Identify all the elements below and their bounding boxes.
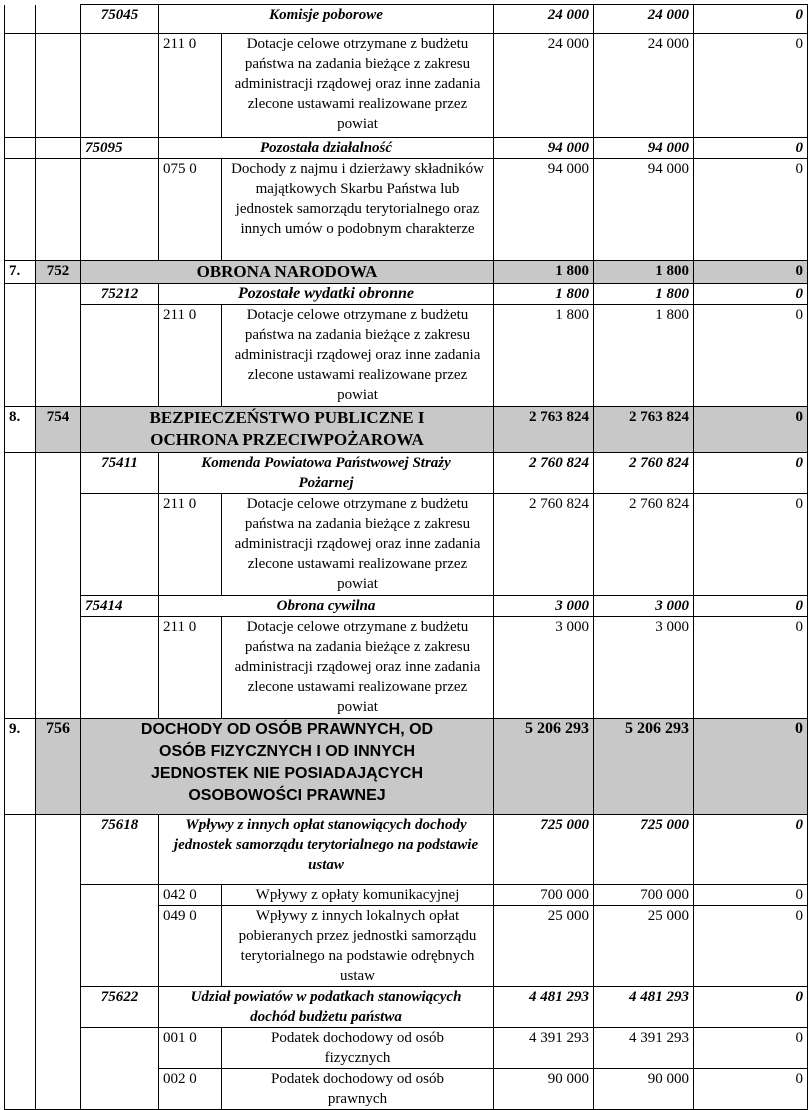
chapter-row (5, 815, 808, 885)
paragraph-description: Dotacje celowe otrzymane z budżetu państwa na zadania bieżące z zakresu administracji rządowej oraz inne zadania zlecone ustawami realizowane przez powiat (222, 34, 494, 138)
paragraph-description: Wpływy z innych lokalnych opłat pobieranych przez jednostki samorządu terytorialnego na podstawie odrębnych ustaw (222, 906, 494, 987)
paragraph-code: 049 0 (159, 906, 222, 987)
chapter-name: Komisje poborowe (159, 5, 494, 34)
execution-value: 5 206 293 (594, 719, 694, 815)
paragraph-code: 211 0 (159, 617, 222, 719)
plan-value: 725 000 (494, 815, 594, 885)
difference-value: 0 (694, 1069, 808, 1110)
section-title: BEZPIECZEŃSTWO PUBLICZNE I OCHRONA PRZECIWPOŻAROWA (81, 407, 494, 453)
execution-value: 4 481 293 (594, 987, 694, 1028)
paragraph-description: Podatek dochodowy od osób prawnych (222, 1069, 494, 1110)
dzial-cell (36, 494, 81, 596)
paragraph-row (5, 1028, 808, 1069)
execution-value: 24 000 (594, 34, 694, 138)
section-row (5, 719, 808, 815)
dzial-cell (36, 596, 81, 617)
chapter-code: 75045 (81, 5, 159, 34)
execution-value: 25 000 (594, 906, 694, 987)
section-title: OBRONA NARODOWA (81, 261, 494, 284)
paragraph-code: 042 0 (159, 885, 222, 906)
difference-value: 0 (694, 906, 808, 987)
chapter-code: 75212 (81, 284, 159, 305)
plan-value: 1 800 (494, 305, 594, 407)
chapter-cell (81, 305, 159, 407)
execution-value: 4 391 293 (594, 1028, 694, 1069)
dzial-cell (36, 987, 81, 1028)
paragraph-description: Dotacje celowe otrzymane z budżetu państwa na zadania bieżące z zakresu administracji rządowej oraz inne zadania zlecone ustawami realizowane przez powiat (222, 494, 494, 596)
execution-value: 2 763 824 (594, 407, 694, 453)
section-code: 754 (36, 407, 81, 453)
execution-value: 94 000 (594, 159, 694, 261)
difference-value: 0 (694, 5, 808, 34)
execution-value: 2 760 824 (594, 494, 694, 596)
plan-value: 700 000 (494, 885, 594, 906)
paragraph-description: Podatek dochodowy od osób fizycznych (222, 1028, 494, 1069)
lp-cell (5, 1069, 36, 1110)
plan-value: 4 481 293 (494, 987, 594, 1028)
chapter-row (5, 284, 808, 305)
execution-value: 2 760 824 (594, 453, 694, 494)
paragraph-code: 211 0 (159, 494, 222, 596)
paragraph-code: 001 0 (159, 1028, 222, 1069)
plan-value: 2 760 824 (494, 453, 594, 494)
dzial-cell (36, 34, 81, 138)
plan-value: 25 000 (494, 906, 594, 987)
dzial-cell (36, 1028, 81, 1069)
plan-value: 94 000 (494, 138, 594, 159)
difference-value: 0 (694, 34, 808, 138)
chapter-code: 75414 (81, 596, 159, 617)
paragraph-description: Wpływy z opłaty komunikacyjnej (222, 885, 494, 906)
lp-cell (5, 617, 36, 719)
paragraph-row (5, 159, 808, 261)
plan-value: 24 000 (494, 5, 594, 34)
lp-cell (5, 815, 36, 885)
lp-cell (5, 453, 36, 494)
plan-value: 2 760 824 (494, 494, 594, 596)
difference-value: 0 (694, 815, 808, 885)
dzial-cell (36, 138, 81, 159)
lp-cell (5, 159, 36, 261)
paragraph-description: Dochody z najmu i dzierżawy składników majątkowych Skarbu Państwa lub jednostek samorządu terytorialnego oraz innych umów o podobnym charakterze (222, 159, 494, 261)
paragraph-code: 075 0 (159, 159, 222, 261)
section-code: 756 (36, 719, 81, 815)
chapter-cell (81, 494, 159, 596)
lp-cell (5, 5, 36, 34)
execution-value: 3 000 (594, 617, 694, 719)
chapter-name: Wpływy z innych opłat stanowiących dochody jednostek samorządu terytorialnego na podstawie ustaw (159, 815, 494, 885)
difference-value: 0 (694, 885, 808, 906)
section-number: 8. (5, 407, 36, 453)
paragraph-row (5, 1069, 808, 1110)
chapter-cell (81, 906, 159, 987)
plan-value: 5 206 293 (494, 719, 594, 815)
section-row (5, 261, 808, 284)
execution-value: 1 800 (594, 284, 694, 305)
execution-value: 1 800 (594, 305, 694, 407)
dzial-cell (36, 453, 81, 494)
difference-value: 0 (694, 987, 808, 1028)
chapter-name: Udział powiatów w podatkach stanowiących dochód budżetu państwa (159, 987, 494, 1028)
chapter-name: Pozostała działalność (159, 138, 494, 159)
paragraph-description: Dotacje celowe otrzymane z budżetu państwa na zadania bieżące z zakresu administracji rządowej oraz inne zadania zlecone ustawami realizowane przez powiat (222, 305, 494, 407)
execution-value: 90 000 (594, 1069, 694, 1110)
dzial-cell (36, 815, 81, 885)
plan-value: 94 000 (494, 159, 594, 261)
dzial-cell (36, 305, 81, 407)
lp-cell (5, 906, 36, 987)
plan-value: 1 800 (494, 284, 594, 305)
dzial-cell (36, 617, 81, 719)
dzial-cell (36, 885, 81, 906)
plan-value: 3 000 (494, 617, 594, 719)
chapter-code: 75411 (81, 453, 159, 494)
paragraph-row (5, 617, 808, 719)
chapter-row (5, 5, 808, 34)
dzial-cell (36, 284, 81, 305)
paragraph-description: Dotacje celowe otrzymane z budżetu państwa na zadania bieżące z zakresu administracji rządowej oraz inne zadania zlecone ustawami realizowane przez powiat (222, 617, 494, 719)
difference-value: 0 (694, 305, 808, 407)
execution-value: 700 000 (594, 885, 694, 906)
chapter-cell (81, 34, 159, 138)
lp-cell (5, 596, 36, 617)
difference-value: 0 (694, 138, 808, 159)
execution-value: 24 000 (594, 5, 694, 34)
chapter-name: Komenda Powiatowa Państwowej Straży Pożarnej (159, 453, 494, 494)
chapter-cell (81, 885, 159, 906)
difference-value: 0 (694, 719, 808, 815)
chapter-cell (81, 159, 159, 261)
lp-cell (5, 885, 36, 906)
paragraph-row (5, 906, 808, 987)
plan-value: 4 391 293 (494, 1028, 594, 1069)
chapter-name: Obrona cywilna (159, 596, 494, 617)
plan-value: 2 763 824 (494, 407, 594, 453)
section-code: 752 (36, 261, 81, 284)
paragraph-row (5, 494, 808, 596)
lp-cell (5, 1028, 36, 1069)
execution-value: 1 800 (594, 261, 694, 284)
difference-value: 0 (694, 407, 808, 453)
lp-cell (5, 494, 36, 596)
difference-value: 0 (694, 596, 808, 617)
difference-value: 0 (694, 284, 808, 305)
chapter-row (5, 596, 808, 617)
chapter-row (5, 138, 808, 159)
execution-value: 725 000 (594, 815, 694, 885)
dzial-cell (36, 159, 81, 261)
execution-value: 3 000 (594, 596, 694, 617)
chapter-row (5, 987, 808, 1028)
section-title: DOCHODY OD OSÓB PRAWNYCH, OD OSÓB FIZYCZNYCH I OD INNYCH JEDNOSTEK NIE POSIADAJĄCYCH OSOBOWOŚCI PRAWNEJ (81, 719, 494, 815)
difference-value: 0 (694, 261, 808, 284)
lp-cell (5, 138, 36, 159)
difference-value: 0 (694, 453, 808, 494)
paragraph-row (5, 885, 808, 906)
chapter-cell (81, 1069, 159, 1110)
execution-value: 94 000 (594, 138, 694, 159)
dzial-cell (36, 1069, 81, 1110)
paragraph-code: 211 0 (159, 305, 222, 407)
plan-value: 90 000 (494, 1069, 594, 1110)
paragraph-code: 211 0 (159, 34, 222, 138)
plan-value: 3 000 (494, 596, 594, 617)
plan-value: 1 800 (494, 261, 594, 284)
lp-cell (5, 34, 36, 138)
difference-value: 0 (694, 494, 808, 596)
plan-value: 24 000 (494, 34, 594, 138)
difference-value: 0 (694, 159, 808, 261)
chapter-row (5, 453, 808, 494)
lp-cell (5, 987, 36, 1028)
paragraph-row (5, 34, 808, 138)
dzial-cell (36, 906, 81, 987)
chapter-code: 75095 (81, 138, 159, 159)
difference-value: 0 (694, 617, 808, 719)
section-number: 7. (5, 261, 36, 284)
difference-value: 0 (694, 1028, 808, 1069)
lp-cell (5, 305, 36, 407)
chapter-code: 75618 (81, 815, 159, 885)
chapter-cell (81, 617, 159, 719)
chapter-name: Pozostałe wydatki obronne (159, 284, 494, 305)
budget-table (4, 4, 808, 1110)
lp-cell (5, 284, 36, 305)
dzial-cell (36, 5, 81, 34)
section-number: 9. (5, 719, 36, 815)
section-row (5, 407, 808, 453)
paragraph-row (5, 305, 808, 407)
chapter-code: 75622 (81, 987, 159, 1028)
chapter-cell (81, 1028, 159, 1069)
paragraph-code: 002 0 (159, 1069, 222, 1110)
